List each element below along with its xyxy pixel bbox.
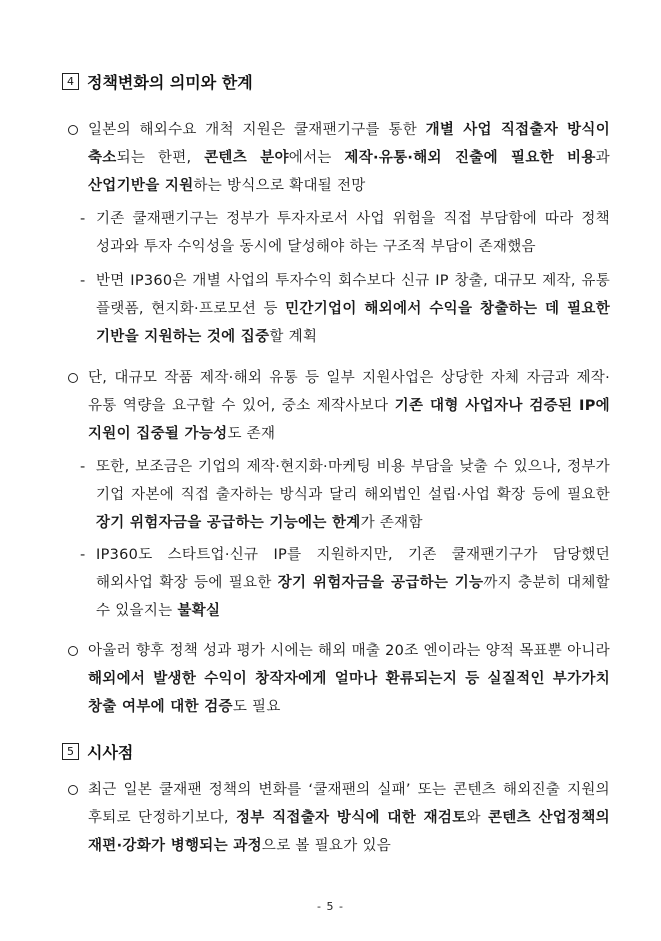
dash-bullet-icon: - — [80, 547, 86, 563]
text-run: 또한, 보조금은 기업의 제작·현지화·마케팅 비용 부담을 낮출 수 있으나, 정부가 기업 자본에 직접 출자하는 방식과 달리 해외법인 설립·사업 확장 등에 필요한 — [96, 459, 610, 503]
dash-bullet-icon: - — [80, 459, 86, 475]
circle-bullet-icon — [68, 785, 78, 795]
text-run: 아울러 향후 정책 성과 평가 시에는 해외 매출 20조 엔이라는 양적 목표뿐 아니라 — [88, 643, 610, 659]
text-run: 최근 일본 쿨재팬 정책의 변화를 ‘쿨재팬의 실패’ 또는 콘텐츠 해외진출 지원의 후퇴로 단정하기보다, — [88, 782, 610, 826]
section-number-box: 4 — [62, 73, 79, 90]
bold-text-run: 제작·유통·해외 진출에 필요한 비용 — [344, 150, 596, 166]
bold-text-run: 콘텐츠 분야 — [204, 150, 289, 166]
text-run: 일본의 해외수요 개척 지원은 쿨재팬기구를 통한 — [88, 122, 426, 138]
dash-bullet-icon: - — [80, 273, 86, 289]
text-run: 으로 볼 필요가 있음 — [261, 838, 392, 854]
paragraph-text — [88, 364, 610, 448]
paragraph-text — [96, 267, 610, 351]
bold-text-run: 기존 대형 사업자나 검증된 IP에 지원이 집중될 가능성 — [88, 398, 610, 442]
section-number-box: 5 — [62, 743, 79, 760]
paragraph-text — [96, 205, 610, 261]
text-run: 가 존재함 — [360, 515, 423, 531]
bold-text-run: 장기 위험자금을 공급하는 기능 — [277, 575, 484, 591]
text-run: 도 필요 — [232, 699, 281, 715]
dash-bullet-icon: - — [80, 211, 86, 227]
circle-bullet-icon — [68, 373, 78, 383]
bold-text-run: 콘텐츠 산업정책의 재편·강화가 병행되는 과정 — [88, 810, 610, 854]
paragraph-text — [88, 637, 610, 721]
text-run: 와 — [466, 810, 488, 826]
section-4-heading — [62, 70, 253, 93]
text-run: 되는 한편, — [116, 150, 205, 166]
text-run: 과 — [595, 150, 610, 166]
text-run: 할 계획 — [269, 329, 318, 345]
circle-bullet-icon — [68, 646, 78, 656]
text-run: 에서는 — [288, 150, 345, 166]
text-run: 기존 쿨재팬기구는 정부가 투자자로서 사업 위험을 직접 부담함에 따라 정책 성과와 투자 수익성을 동시에 달성해야 하는 구조적 부담이 존재했음 — [96, 211, 610, 255]
text-run: 까지 충분히 대체할 수 있을지는 — [96, 575, 610, 619]
circle-bullet-icon — [68, 125, 78, 135]
paragraph-text — [96, 541, 610, 625]
bold-text-run: 장기 위험자금을 공급하는 기능에는 한계 — [96, 515, 361, 531]
text-run: 단, 대규모 작품 제작·해외 유통 등 일부 지원사업은 상당한 자체 자금과 제작·유통 역량을 요구할 수 있어, 중소 제작사보다 — [88, 370, 610, 414]
paragraph-text — [88, 776, 610, 860]
section-title: 시사점 — [87, 743, 134, 762]
bold-text-run: 개별 사업 직접출자 방식이 축소 — [88, 122, 611, 166]
section-5-heading — [62, 740, 133, 763]
section-title: 정책변화의 의미와 한계 — [87, 73, 253, 92]
bold-text-run: 산업기반을 지원 — [88, 178, 194, 194]
text-run: 반면 IP360은 개별 사업의 투자수익 회수보다 신규 IP 창출, 대규모 제작, 유통 플랫폼, 현지화·프로모션 등 — [96, 273, 610, 317]
bold-text-run: 민간기업이 해외에서 수익을 창출하는 데 필요한 기반을 지원하는 것에 집중 — [96, 301, 610, 345]
bold-text-run: 정부 직접출자 방식에 대한 재검토 — [235, 810, 467, 826]
page-number: - 5 - — [317, 900, 344, 913]
bold-text-run: 불확실 — [177, 603, 221, 619]
paragraph-text — [88, 116, 610, 200]
bold-text-run: 해외에서 발생한 수익이 창작자에게 얼마나 환류되는지 등 실질적인 부가가치 창출 여부에 대한 검증 — [88, 671, 610, 715]
text-run: 도 존재 — [227, 426, 276, 442]
paragraph-text — [96, 453, 610, 537]
text-run: 하는 방식으로 확대될 전망 — [193, 178, 366, 194]
text-run: IP360도 스타트업·신규 IP를 지원하지만, 기존 쿨재팬기구가 담당했던 해외사업 확장 등에 필요한 — [96, 547, 610, 591]
